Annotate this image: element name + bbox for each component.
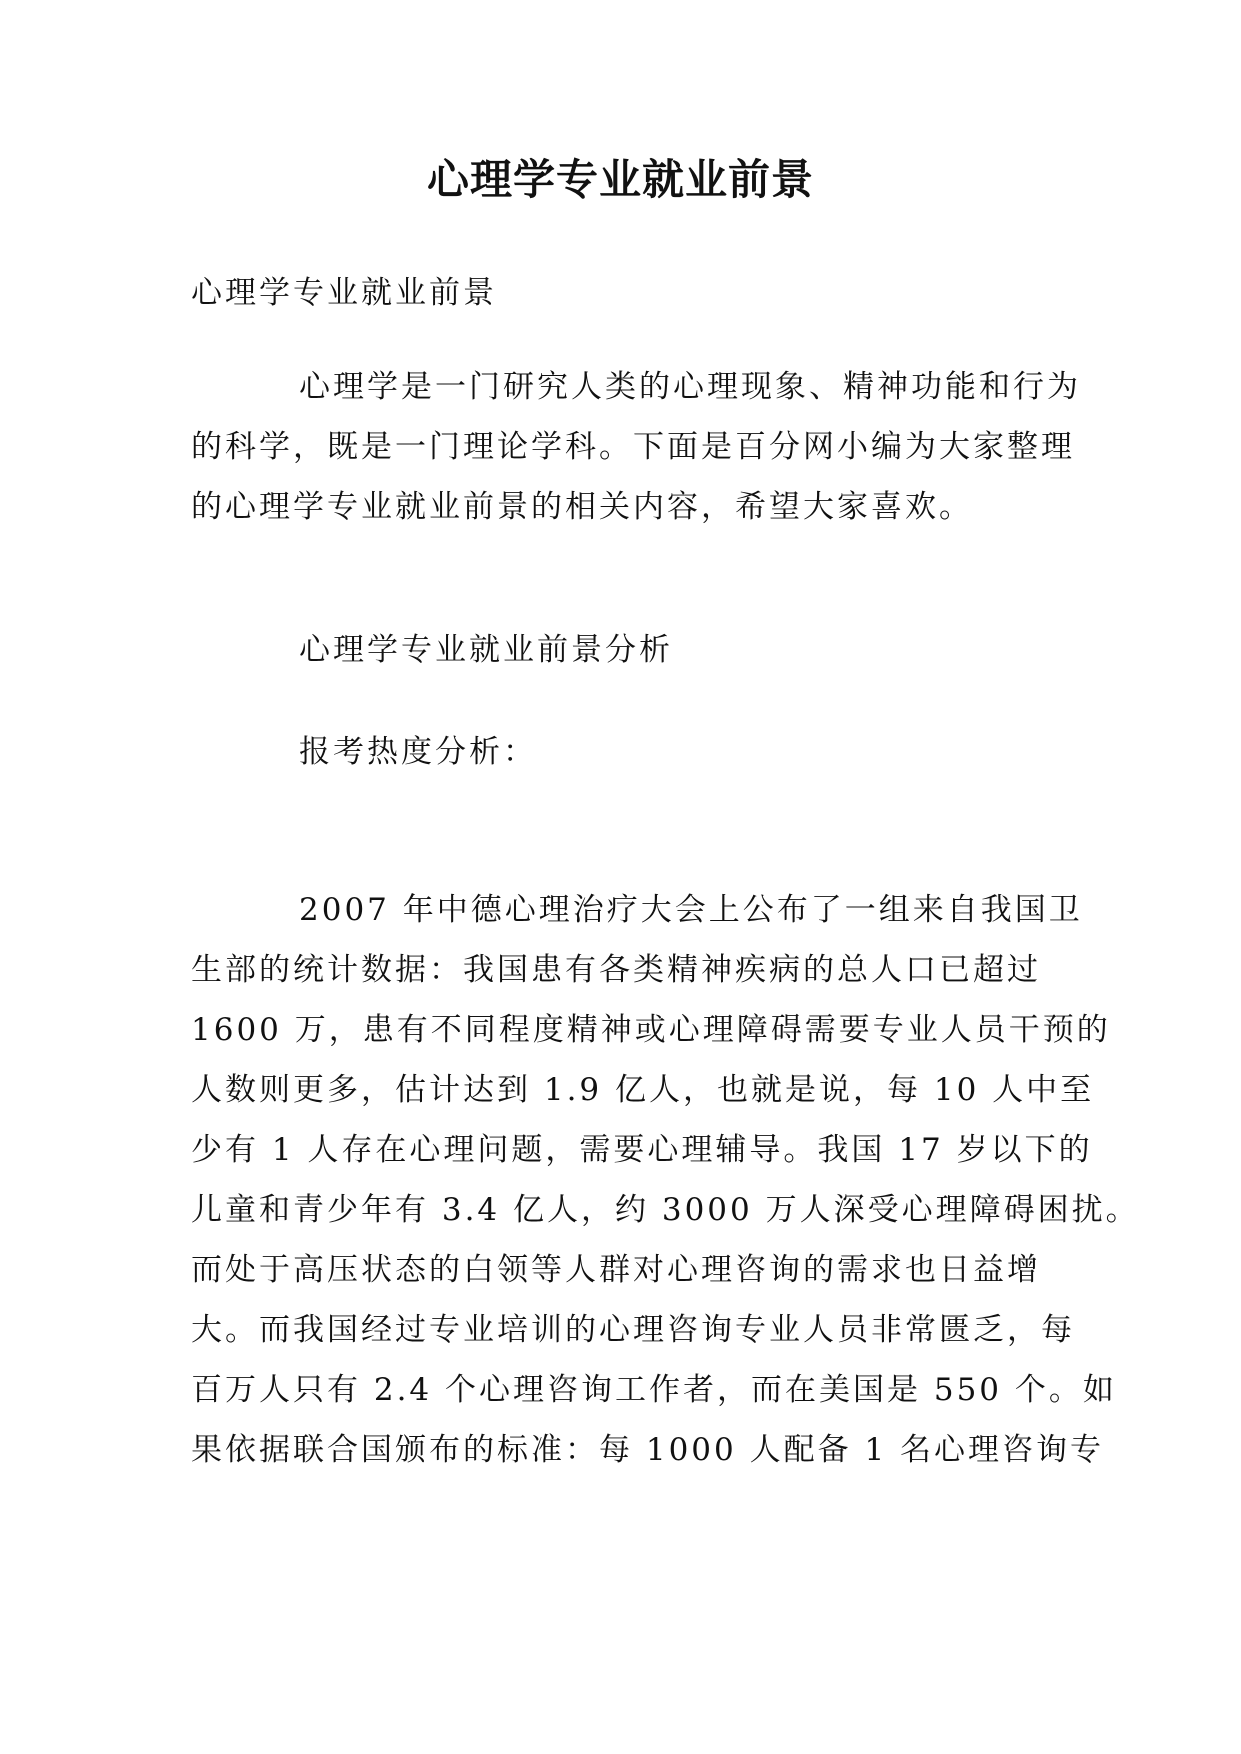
intro-line: 的心理学专业就业前景的相关内容，希望大家喜欢。: [191, 489, 973, 525]
stats-line: 百万人只有 2.4 个心理咨询工作者，而在美国是 550 个。如: [191, 1372, 1117, 1408]
intro-line: 心理学是一门研究人类的心理现象、精神功能和行为: [299, 369, 1081, 405]
stats-line: 大。而我国经过专业培训的心理咨询专业人员非常匮乏，每: [191, 1312, 1075, 1348]
document-title: 心理学专业就业前景: [426, 155, 814, 204]
stats-line: 少有 1 人存在心理问题，需要心理辅导。我国 17 岁以下的: [191, 1132, 1093, 1168]
intro-paragraph: [191, 357, 1081, 537]
stats-line: 2007 年中德心理治疗大会上公布了一组来自我国卫: [299, 892, 1083, 928]
stats-line: 生部的统计数据：我国患有各类精神疾病的总人口已超过: [191, 952, 1041, 988]
statistics-paragraph: [191, 880, 1140, 1480]
subsection-heading: 报考热度分析：: [299, 734, 537, 770]
intro-line: 的科学，既是一门理论学科。下面是百分网小编为大家整理: [191, 429, 1075, 465]
stats-line: 果依据联合国颁布的标准：每 1000 人配备 1 名心理咨询专: [191, 1432, 1105, 1468]
stats-line: 儿童和青少年有 3.4 亿人，约 3000 万人深受心理障碍困扰。: [191, 1192, 1140, 1228]
stats-line: 而处于高压状态的白领等人群对心理咨询的需求也日益增: [191, 1252, 1041, 1288]
document-subtitle: 心理学专业就业前景: [191, 275, 497, 311]
section-heading: 心理学专业就业前景分析: [299, 632, 673, 668]
stats-line: 人数则更多，估计达到 1.9 亿人，也就是说，每 10 人中至: [191, 1072, 1095, 1108]
stats-line: 1600 万，患有不同程度精神或心理障碍需要专业人员干预的: [191, 1012, 1111, 1048]
